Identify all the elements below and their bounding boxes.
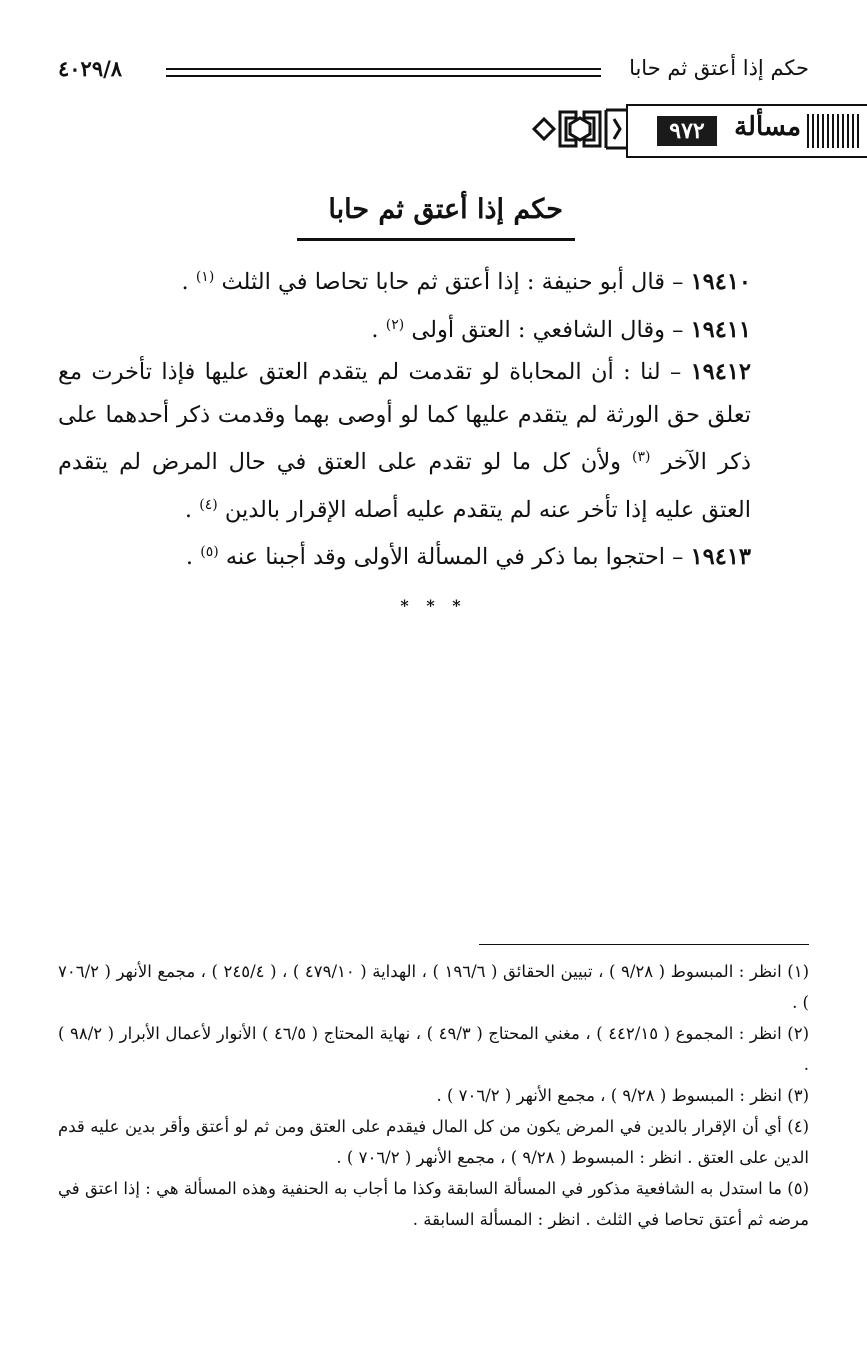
paragraph-text: – لنا : أن المحاباة لو تقدمت لم يتقدم العتق عليها فإذا تأخرت مع تعلق حق الورثة لم يتقدم عليها كما لو أوصى بهما وقدمت ذكر أحدهما على ذكر الآخر: [58, 359, 751, 475]
paragraph: [58, 304, 809, 352]
masala-label: مسألة: [734, 112, 801, 142]
paragraph-text: – وقال الشافعي : العتق أولى: [404, 316, 691, 343]
masala-number-badge: ٩٧٢: [657, 116, 717, 146]
section-separator: * * *: [400, 596, 467, 615]
paragraph-text: – احتجوا بما ذكر في المسألة الأولى وقد أجبنا عنه: [218, 544, 691, 570]
footnote-ref: (٣): [632, 449, 651, 465]
paragraph: [58, 351, 809, 531]
paragraph: [58, 531, 809, 579]
paragraph-text: – قال أبو حنيفة : إذا أعتق ثم حابا تحاصا في الثلث: [214, 269, 691, 295]
masala-banner: [530, 104, 867, 154]
section-title-box: [297, 182, 575, 241]
footnote-ref: (٢): [385, 316, 405, 333]
running-header: [58, 56, 809, 86]
running-header-title: حكم إذا أعتق ثم حابا: [629, 56, 809, 80]
footnote-rule: [479, 944, 809, 945]
barcode-stripes-icon: [807, 114, 859, 148]
footnote-ref: (٤): [199, 496, 218, 513]
paragraph-text: ولأن كل ما لو تقدم على العتق في حال المرض لم يتقدم العتق عليه إذا تأخر عنه لم يتقدم عليه أصله الإقرار بالدين: [58, 449, 751, 523]
header-double-rule: [166, 68, 601, 77]
footnote-ref: (٥): [200, 544, 219, 560]
footnote: (١) انظر : المبسوط ( ٩/٢٨ ) ، تبيين الحقائق ( ١٩٦/٦ ) ، الهداية ( ٤٧٩/١٠ ) ، ( ٢٤٥/٤ ) ، مجمع الأنهر ( ٧٠٦/٢ ) .: [58, 962, 809, 1012]
main-text: [58, 256, 809, 579]
footnote: (٥) ما استدل به الشافعية مذكور في المسألة السابقة وكذا ما أجاب به الحنفية وهذه المسألة هي : إذا اعتق في مرضه ثم أعتق تحاصا في الثلث . انظر : المسألة السابقة .: [58, 1179, 809, 1229]
geometric-ornament-icon: [530, 104, 630, 154]
paragraph-end: .: [181, 269, 196, 295]
footnotes: [58, 956, 809, 1235]
paragraph-end: .: [184, 496, 200, 523]
section-title: حكم إذا أعتق ثم حابا: [328, 194, 563, 225]
paragraph-number: ١٩٤١٢: [690, 359, 751, 385]
paragraph: [58, 256, 809, 304]
footnote-ref: (١): [195, 269, 215, 285]
banner-frame: [626, 104, 867, 158]
paragraph-end: .: [185, 544, 201, 570]
running-header-page-number: ٤٠٢٩/٨: [58, 56, 123, 81]
paragraph-number: ١٩٤١١: [690, 316, 751, 343]
paragraph-end: .: [371, 316, 386, 343]
footnote: (٤) أي أن الإقرار بالدين في المرض يكون من كل المال فيقدم على العتق ومن ثم لو أعتق وأقر بدين عليه قدم الدين على العتق . انظر : المبسوط ( ٩/٢٨ ) ، مجمع الأنهر ( ٧٠٦/٢ ) .: [58, 1117, 809, 1167]
paragraph-number: ١٩٤١٣: [690, 544, 751, 570]
footnote: (٢) انظر : المجموع ( ٤٤٢/١٥ ) ، مغني المحتاج ( ٤٩/٣ ) ، نهاية المحتاج ( ٤٦/٥ ) الأنوار لأعمال الأبرار ( ٩٨/٢ ) .: [58, 1024, 810, 1074]
paragraph-number: ١٩٤١٠: [690, 269, 751, 295]
footnote: (٣) انظر : المبسوط ( ٩/٢٨ ) ، مجمع الأنهر ( ٧٠٦/٢ ) .: [436, 1086, 809, 1105]
